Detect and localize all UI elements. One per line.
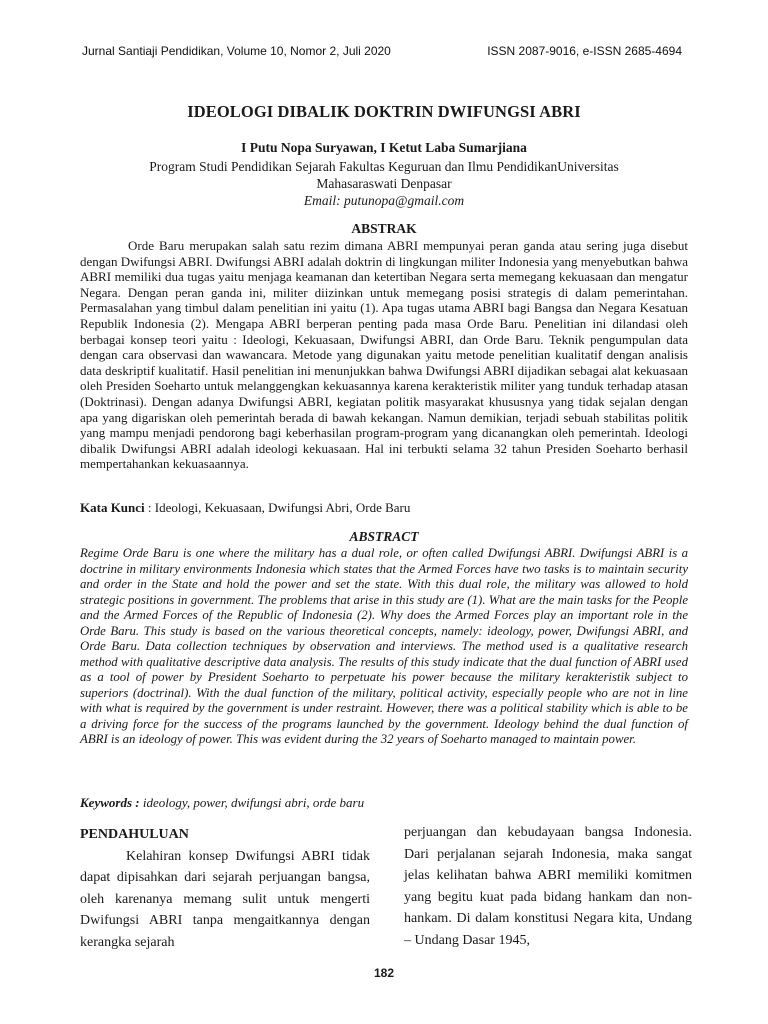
- issn: ISSN 2087-9016, e-ISSN 2685-4694: [487, 44, 682, 58]
- author-affiliation: Program Studi Pendidikan Sejarah Fakultas Keguruan dan Ilmu PendidikanUniversitas Mahasaraswati Denpasar: [149, 159, 619, 191]
- kata-kunci: [80, 500, 688, 516]
- abstrak-text: Orde Baru merupakan salah satu rezim dimana ABRI mempunyai peran ganda atau sering juga disebut dengan Dwifungsi ABRI. Dwifungsi ABRI adalah doktrin di lingkungan militer Indonesia yang menyebutkan bahwa ABRI memiliki dua tugas yaitu menjaga keamanan dan ketertiban Negara serta memegang kekuasaan dan mengatur Negara. Dengan peran ganda ini, militer diizinkan untuk memegang posisi strategis di dalam pemerintahan. Permasalahan yang timbul dalam penelitian ini yaitu (1). Apa tugas utama ABRI bagi Bangsa dan Negara Kesatuan Republik Indonesia (2). Mengapa ABRI berperan penting pada masa Orde Baru. Penelitian ini dilandasi oleh berbagai konsep teori yaitu : Ideologi, Kekuasaan, Dwifungsi ABRI, dan Orde Baru. Teknik pengumpulan data dengan cara observasi dan wawancara. Metode yang digunakan yaitu metode penelitian kualitatif dengan analisis data deskriptif kualitatif. Hasil penelitian ini menunjukkan bahwa Dwifungsi ABRI dijadikan sebagai alat kekuasaan oleh Presiden Soeharto untuk melanggengkan kekuasannya karena kerakteristik militer yang tunduk terhadap atasan (Doktrinasi). Dengan adanya Dwifungsi ABRI, kegiatan politik masyarakat khususnya yang tidak sejalan dengan apa yang digariskan oleh pemerintah berada di bawah kekangan. Namun demikian, terjadi sebuah stabilitas politik yang mampu menjadi pendorong bagi keberhasilan program-program yang dicanangkan oleh pemerintah. Ideologi dibalik Dwifungsi ABRI adalah ideologi kekuasaan. Hal ini terbukti selama 32 tahun Presiden Soeharto berhasil mempertahankan kekuasaannya.: [80, 238, 689, 472]
- abstrak-heading: ABSTRAK: [351, 221, 417, 236]
- kata-kunci-label: Kata Kunci: [80, 500, 145, 515]
- article-title: IDEOLOGI DIBALIK DOKTRIN DWIFUNGSI ABRI: [187, 102, 581, 121]
- page-number: 182: [373, 966, 395, 980]
- body-column-right: [404, 822, 692, 951]
- keywords-label: Keywords :: [80, 795, 140, 810]
- abstract-heading: ABSTRACT: [349, 529, 419, 544]
- abstract-text: Regime Orde Baru is one where the military has a dual role, or often called Dwifungsi ABRI. Dwifungsi ABRI is a doctrine in military environments Indonesia which states that the Armed Forces have two tasks is to maintain security and order in the State and hold the power and set the state. With this dual role, the military was allowed to hold strategic positions in government. The problems that arise in this study are (1). What are the main tasks for the People and the Armed Forces of the Republic of Indonesia (2). Why does the Armed Forces play an important role in the Orde Baru. This study is based on the various theoretical concepts, namely: ideology, power, Dwifungsi ABRI, and Orde Baru. Data collection techniques by observation and interviews. The method used is a qualitative research method with qualitative descriptive data analysis. The results of this study indicate that the dual function of ABRI used as a tool of power by President Soeharto to perpetuate his power because the military kerakteristik subject to superiors (doctrinal). With the dual function of the military, political activity, especially people who are not in line with what is required by the government is under restraint. However, there was a political stability which is able to be a driving force for the success of the programs launched by the government. Ideology behind the dual function of ABRI is an ideology of power. This was evident during the 32 years of Soeharto managed to maintain power.: [80, 546, 688, 746]
- journal-name: Jurnal Santiaji Pendidikan, Volume 10, Nomor 2, Juli 2020: [82, 44, 391, 58]
- section-heading-pendahuluan: PENDAHULUAN: [80, 827, 189, 842]
- body-paragraph-right: perjuangan dan kebudayaan bangsa Indonesia. Dari perjalanan sejarah Indonesia, maka sangat jelas kelihatan bahwa ABRI memiliki komitmen yang begitu kuat pada bidang hankam dan non-hankam. Di dalam konstitusi Negara kita, Undang – Undang Dasar 1945,: [404, 825, 692, 948]
- author-names: I Putu Nopa Suryawan, I Ketut Laba Sumarjiana: [241, 140, 527, 155]
- keywords-values: ideology, power, dwifungsi abri, orde baru: [142, 795, 365, 810]
- body-paragraph-left: Kelahiran konsep Dwifungsi ABRI tidak dapat dipisahkan dari sejarah perjuangan bangsa, oleh karenanya memang sulit untuk mengerti Dwifungsi ABRI tanpa mengaitkannya dengan kerangka sejarah: [80, 848, 370, 950]
- keywords: [80, 795, 688, 811]
- author-email: Email: putunopa@gmail.com: [303, 193, 465, 208]
- kata-kunci-values: : Ideologi, Kekuasaan, Dwifungsi Abri, Orde Baru: [147, 500, 411, 515]
- body-column-left: [80, 824, 370, 953]
